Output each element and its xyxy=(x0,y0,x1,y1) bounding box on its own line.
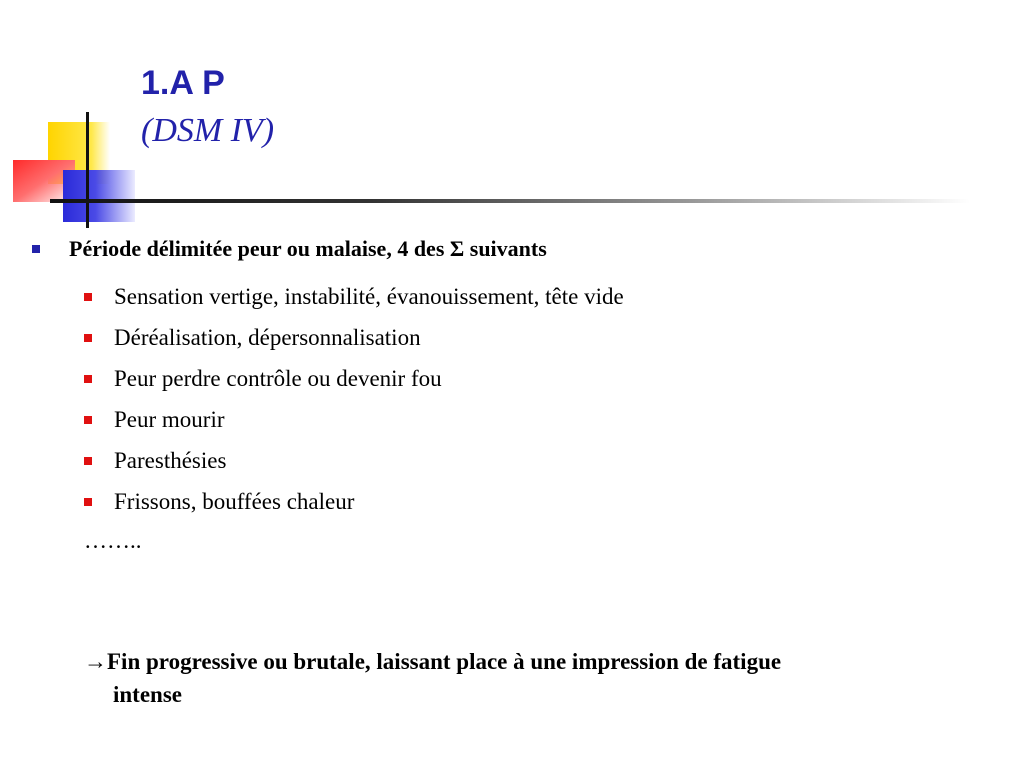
square-bullet-icon xyxy=(84,416,92,424)
ellipsis-text: …….. xyxy=(84,528,142,553)
main-bullet xyxy=(32,234,547,264)
list-item-text: Paresthésies xyxy=(114,447,227,473)
decorative-logo xyxy=(0,0,160,240)
main-bullet-text: Période délimitée peur ou malaise, 4 des Σ suivants xyxy=(69,236,547,261)
square-bullet-icon xyxy=(84,498,92,506)
conclusion-line-1: →Fin progressive ou brutale, laissant place à une impression de fatigue xyxy=(84,649,782,674)
list-item xyxy=(84,481,624,522)
list-item-text: Peur mourir xyxy=(114,406,225,432)
list-item xyxy=(84,440,624,481)
list-item xyxy=(84,276,624,317)
list-item-text: Sensation vertige, instabilité, évanouissement, tête vide xyxy=(114,283,624,309)
square-bullet-icon xyxy=(84,457,92,465)
list-item-text: Frissons, bouffées chaleur xyxy=(114,488,355,514)
square-bullet-icon xyxy=(84,293,92,301)
list-item-text: Peur perdre contrôle ou devenir fou xyxy=(114,365,442,391)
slide-subtitle: (DSM IV) xyxy=(141,112,275,149)
square-bullet-icon xyxy=(84,375,92,383)
square-bullet-icon xyxy=(84,334,92,342)
sub-bullet-list xyxy=(84,276,624,522)
title-underline xyxy=(50,199,970,203)
list-item-text: Déréalisation, dépersonnalisation xyxy=(114,324,421,350)
square-bullet-icon xyxy=(32,245,40,253)
conclusion-line-2: intense xyxy=(113,682,182,707)
list-item xyxy=(84,399,624,440)
slide-title: 1.A P xyxy=(141,64,225,102)
vertical-divider xyxy=(86,112,89,228)
list-item xyxy=(84,358,624,399)
list-item xyxy=(84,317,624,358)
conclusion-text xyxy=(84,645,984,711)
blue-square-shape xyxy=(63,170,135,222)
